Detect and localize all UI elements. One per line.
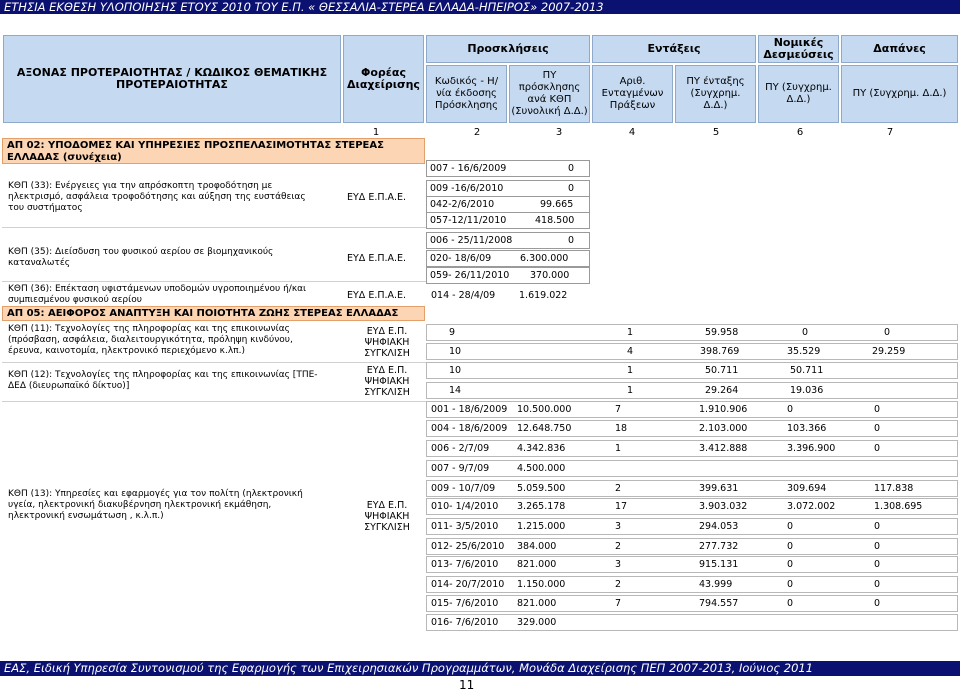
table-row: [426, 460, 958, 477]
table-cell-py: 4.500.000: [517, 463, 566, 474]
axis-header: ΑΞΟΝΑΣ ΠΡΟΤΕΡΑΙΟΤΗΤΑΣ / ΚΩΔΙΚΟΣ ΘΕΜΑΤΙΚΗΣ ΠΡΟΤΕΡΑΙΟΤΗΤΑΣ: [3, 35, 341, 123]
py-nomikes-header: ΠΥ (Συγχρημ. Δ.Δ.): [758, 65, 839, 123]
table-cell-code: 001 - 18/6/2009: [431, 404, 508, 415]
table-cell-dapanes: 0: [874, 404, 881, 415]
table-cell-py: 4.342.836: [517, 443, 566, 454]
table-cell-arith: 7: [615, 598, 622, 609]
foreas-kep-35: ΕΥΔ Ε.Π.Α.Ε.: [347, 253, 407, 264]
table-cell-arith: 3: [615, 521, 622, 532]
table-cell-dapanes: 1.308.695: [874, 501, 923, 512]
table-cell-code: 012- 25/6/2010: [431, 541, 505, 552]
col-number: 2: [473, 127, 481, 138]
table-cell-py: 821.000: [517, 598, 557, 609]
foreas-header: Φορέας Διαχείρισης: [343, 35, 424, 123]
table-cell-nomikes: 3.072.002: [787, 501, 836, 512]
table-cell-nomikes: 3.396.900: [787, 443, 836, 454]
foreas-kep-36: ΕΥΔ Ε.Π.Α.Ε.: [347, 290, 407, 301]
footer-text: ΕΑΣ, Ειδική Υπηρεσία Συντονισμού της Εφαρμογής των Επιχειρησιακών Προγραμμάτων, Μονάδα Διαχείρισης ΠΕΠ 2007-2013, Ιούνιος 2011: [4, 661, 814, 675]
py-dapanes-header: ΠΥ (Συγχρημ. Δ.Δ.): [841, 65, 958, 123]
table-cell-entaxh: 2.103.000: [699, 423, 748, 434]
table-cell-entaxh: 294.053: [699, 521, 739, 532]
table-cell-nomikes: 0: [787, 404, 794, 415]
py-prosklhshs-header: ΠΥ πρόσκλησης ανά ΚΘΠ (Συνολική Δ.Δ.): [509, 65, 590, 123]
table-cell-nomikes: 0: [787, 579, 794, 590]
table-cell-arith: 2: [615, 579, 622, 590]
table-cell-code: 015- 7/6/2010: [431, 598, 499, 609]
table-cell-py: 384.000: [517, 541, 557, 552]
table-row: [426, 595, 958, 612]
page-number: 11: [459, 678, 475, 692]
kep-36-label: ΚΘΠ (36): Επέκταση υφιστάμενων υποδομών υγροποιημένου ή/και συμπιεσμένου φυσικού αερίου: [8, 284, 307, 305]
report-title: ΕΤΗΣΙΑ ΕΚΘΕΣΗ ΥΛΟΠΟΙΗΣΗΣ ΕΤΟΥΣ 2010 ΤΟΥ Ε.Π. « ΘΕΣΣΑΛΙΑ-ΣΤΕΡΕΑ ΕΛΛΑΔΑ-ΗΠΕΙΡΟΣ» 2007-2013: [4, 0, 604, 14]
table-cell-py: 5.059.500: [517, 483, 566, 494]
table-cell-dapanes: 0: [874, 521, 881, 532]
table-cell-dapanes: 0: [874, 559, 881, 570]
table-cell-entaxh: 3.903.032: [699, 501, 748, 512]
kep-33-label: ΚΘΠ (33): Ενέργειες για την απρόσκοπτη τροφοδότηση με ηλεκτρισμό, ασφάλεια τροφοδότησης και αύξηση της ευστάθειας του συστήματος: [8, 181, 306, 213]
table-row: 059- 26/11/2010 370.000: [426, 267, 590, 284]
table-cell-code: 009 - 10/7/09: [431, 483, 496, 494]
table-cell-code: 016- 7/6/2010: [431, 617, 499, 628]
table-cell-dapanes: 0: [874, 541, 881, 552]
col-number: 5: [712, 127, 720, 138]
table-cell-entaxh: 43.999: [699, 579, 733, 590]
col-number: 7: [886, 127, 894, 138]
table-cell-entaxh: 1.910.906: [699, 404, 748, 415]
table-cell-arith: 18: [615, 423, 628, 434]
table-cell-code: 010- 1/4/2010: [431, 501, 499, 512]
table-cell-entaxh: 277.732: [699, 541, 739, 552]
table-cell-dapanes: 0: [874, 423, 881, 434]
table-row: [426, 420, 958, 437]
table-cell: 1.619.022: [519, 290, 568, 301]
table-cell-entaxh: 915.131: [699, 559, 739, 570]
table-row: [426, 518, 958, 535]
table-cell-entaxh: 3.412.888: [699, 443, 748, 454]
table-row: 057-12/11/2010 418.500: [426, 212, 590, 229]
foreas-kep-12: ΕΥΔ Ε.Π. ΨΗΦΙΑΚΗ ΣΥΓΚΛΙΣΗ: [364, 365, 410, 398]
ap02-heading: ΑΠ 02: ΥΠΟΔΟΜΕΣ ΚΑΙ ΥΠΗΡΕΣΙΕΣ ΠΡΟΣΠΕΛΑΣΙΜΟΤΗΤΑΣ ΣΤΕΡΕΑΣ ΕΛΛΑΔΑΣ (συνέχεια): [2, 138, 425, 164]
table-cell-py: 1.215.000: [517, 521, 566, 532]
kep-35-label: ΚΘΠ (35): Διείσδυση του φυσικού αερίου σε βιομηχανικούς καταναλωτές: [8, 247, 274, 268]
table-cell-arith: 2: [615, 541, 622, 552]
table-row: [426, 538, 958, 555]
table-row: 14 1 29.264 19.036: [426, 382, 958, 399]
table-cell: 014 - 28/4/09: [431, 290, 496, 301]
table-cell-py: 3.265.178: [517, 501, 566, 512]
table-cell-dapanes: 0: [874, 579, 881, 590]
py-entaxhs-header: ΠΥ ένταξης (Συγχρημ. Δ.Δ.): [675, 65, 756, 123]
report-banner: [0, 0, 960, 14]
table-row: 9 1 59.958 0 0: [426, 324, 958, 341]
table-row: 042-2/6/2010 99.665: [426, 196, 590, 213]
foreas-kep-13: ΕΥΔ Ε.Π. ΨΗΦΙΑΚΗ ΣΥΓΚΛΙΣΗ: [364, 500, 410, 533]
entaxeis-header: Εντάξεις: [592, 35, 756, 63]
footer-bar: [0, 661, 960, 676]
table-cell-nomikes: 0: [787, 598, 794, 609]
table-cell-entaxh: 794.557: [699, 598, 739, 609]
arith-header: Αριθ. Ενταγμένων Πράξεων: [592, 65, 673, 123]
table-cell-nomikes: 0: [787, 541, 794, 552]
kep-12-label: ΚΘΠ (12): Τεχνολογίες της πληροφορίας και της επικοινωνίας [ΤΠΕ-ΔΕΔ (διευρωπαϊκό δίκτυο)]: [8, 370, 318, 391]
table-row: 020- 18/6/09 6.300.000: [426, 250, 590, 267]
code-header: Κωδικός - Η/νία έκδοσης Πρόσκλησης: [426, 65, 507, 123]
table-row: 10 1 50.711 50.711: [426, 362, 958, 379]
table-cell-code: 006 - 2/7/09: [431, 443, 490, 454]
table-cell-nomikes: 309.694: [787, 483, 827, 494]
kep-11-label: ΚΘΠ (11): Τεχνολογίες της πληροφορίας και της επικοινωνίας (πρόσβαση, ασφάλεια, διαλειτουργικότητα, πρόληψη κινδύνου, έρευνα, καινοτομία, ηλεκτρονικό περιεχόμενο κ.λπ.): [8, 324, 293, 356]
table-cell-code: 011- 3/5/2010: [431, 521, 499, 532]
col-number: 4: [628, 127, 636, 138]
table-cell-code: 013- 7/6/2010: [431, 559, 499, 570]
table-row: 007 - 16/6/2009 0: [426, 160, 590, 177]
col-number: 1: [372, 127, 380, 138]
table-cell-nomikes: 103.366: [787, 423, 827, 434]
table-cell-py: 821.000: [517, 559, 557, 570]
table-cell-arith: 17: [615, 501, 628, 512]
table-row: [426, 480, 958, 497]
table-cell-py: 1.150.000: [517, 579, 566, 590]
table-row: [426, 614, 958, 631]
table-row: [426, 498, 958, 515]
table-row: [426, 556, 958, 573]
foreas-kep-33: ΕΥΔ Ε.Π.Α.Ε.: [347, 192, 407, 203]
col-number: 3: [555, 127, 563, 138]
table-cell-nomikes: 0: [787, 521, 794, 532]
table-cell-py: 329.000: [517, 617, 557, 628]
table-cell-nomikes: 0: [787, 559, 794, 570]
dapanes-header: Δαπάνες: [841, 35, 958, 63]
ap05-heading: ΑΠ 05: ΑΕΙΦΟΡΟΣ ΑΝΑΠΤΥΞΗ ΚΑΙ ΠΟΙΟΤΗΤΑ ΖΩΗΣ ΣΤΕΡΕΑΣ ΕΛΛΑΔΑΣ: [2, 306, 425, 321]
foreas-kep-11: ΕΥΔ Ε.Π. ΨΗΦΙΑΚΗ ΣΥΓΚΛΙΣΗ: [364, 326, 410, 359]
table-cell-code: 004 - 18/6/2009: [431, 423, 508, 434]
table-row: [426, 401, 958, 418]
table-cell-py: 12.648.750: [517, 423, 572, 434]
table-cell-py: 10.500.000: [517, 404, 572, 415]
table-cell-arith: 3: [615, 559, 622, 570]
table-row: 10 4 398.769 35.529 29.259: [426, 343, 958, 360]
table-row: 006 - 25/11/2008 0: [426, 232, 590, 249]
table-cell-entaxh: 399.631: [699, 483, 739, 494]
table-cell-code: 014- 20/7/2010: [431, 579, 505, 590]
table-cell-code: 007 - 9/7/09: [431, 463, 490, 474]
table-row: [426, 576, 958, 593]
table-cell-dapanes: 0: [874, 598, 881, 609]
table-cell-dapanes: 117.838: [874, 483, 914, 494]
kep-13-label: ΚΘΠ (13): Υπηρεσίες και εφαρμογές για τον πολίτη (ηλεκτρονική υγεία, ηλεκτρονική διακυβέρνηση ηλεκτρονική εκμάθηση, ηλεκτρονική ενσωμάτωση , κ.λ.π.): [8, 489, 303, 521]
table-row: [426, 440, 958, 457]
nomikes-header: Νομικές Δεσμεύσεις: [758, 35, 839, 63]
table-row: 009 -16/6/2010 0: [426, 180, 590, 197]
prosklhseis-header: Προσκλήσεις: [426, 35, 590, 63]
table-cell-dapanes: 0: [874, 443, 881, 454]
col-number: 6: [796, 127, 804, 138]
table-cell-arith: 1: [615, 443, 622, 454]
table-cell-arith: 2: [615, 483, 622, 494]
table-cell-arith: 7: [615, 404, 622, 415]
